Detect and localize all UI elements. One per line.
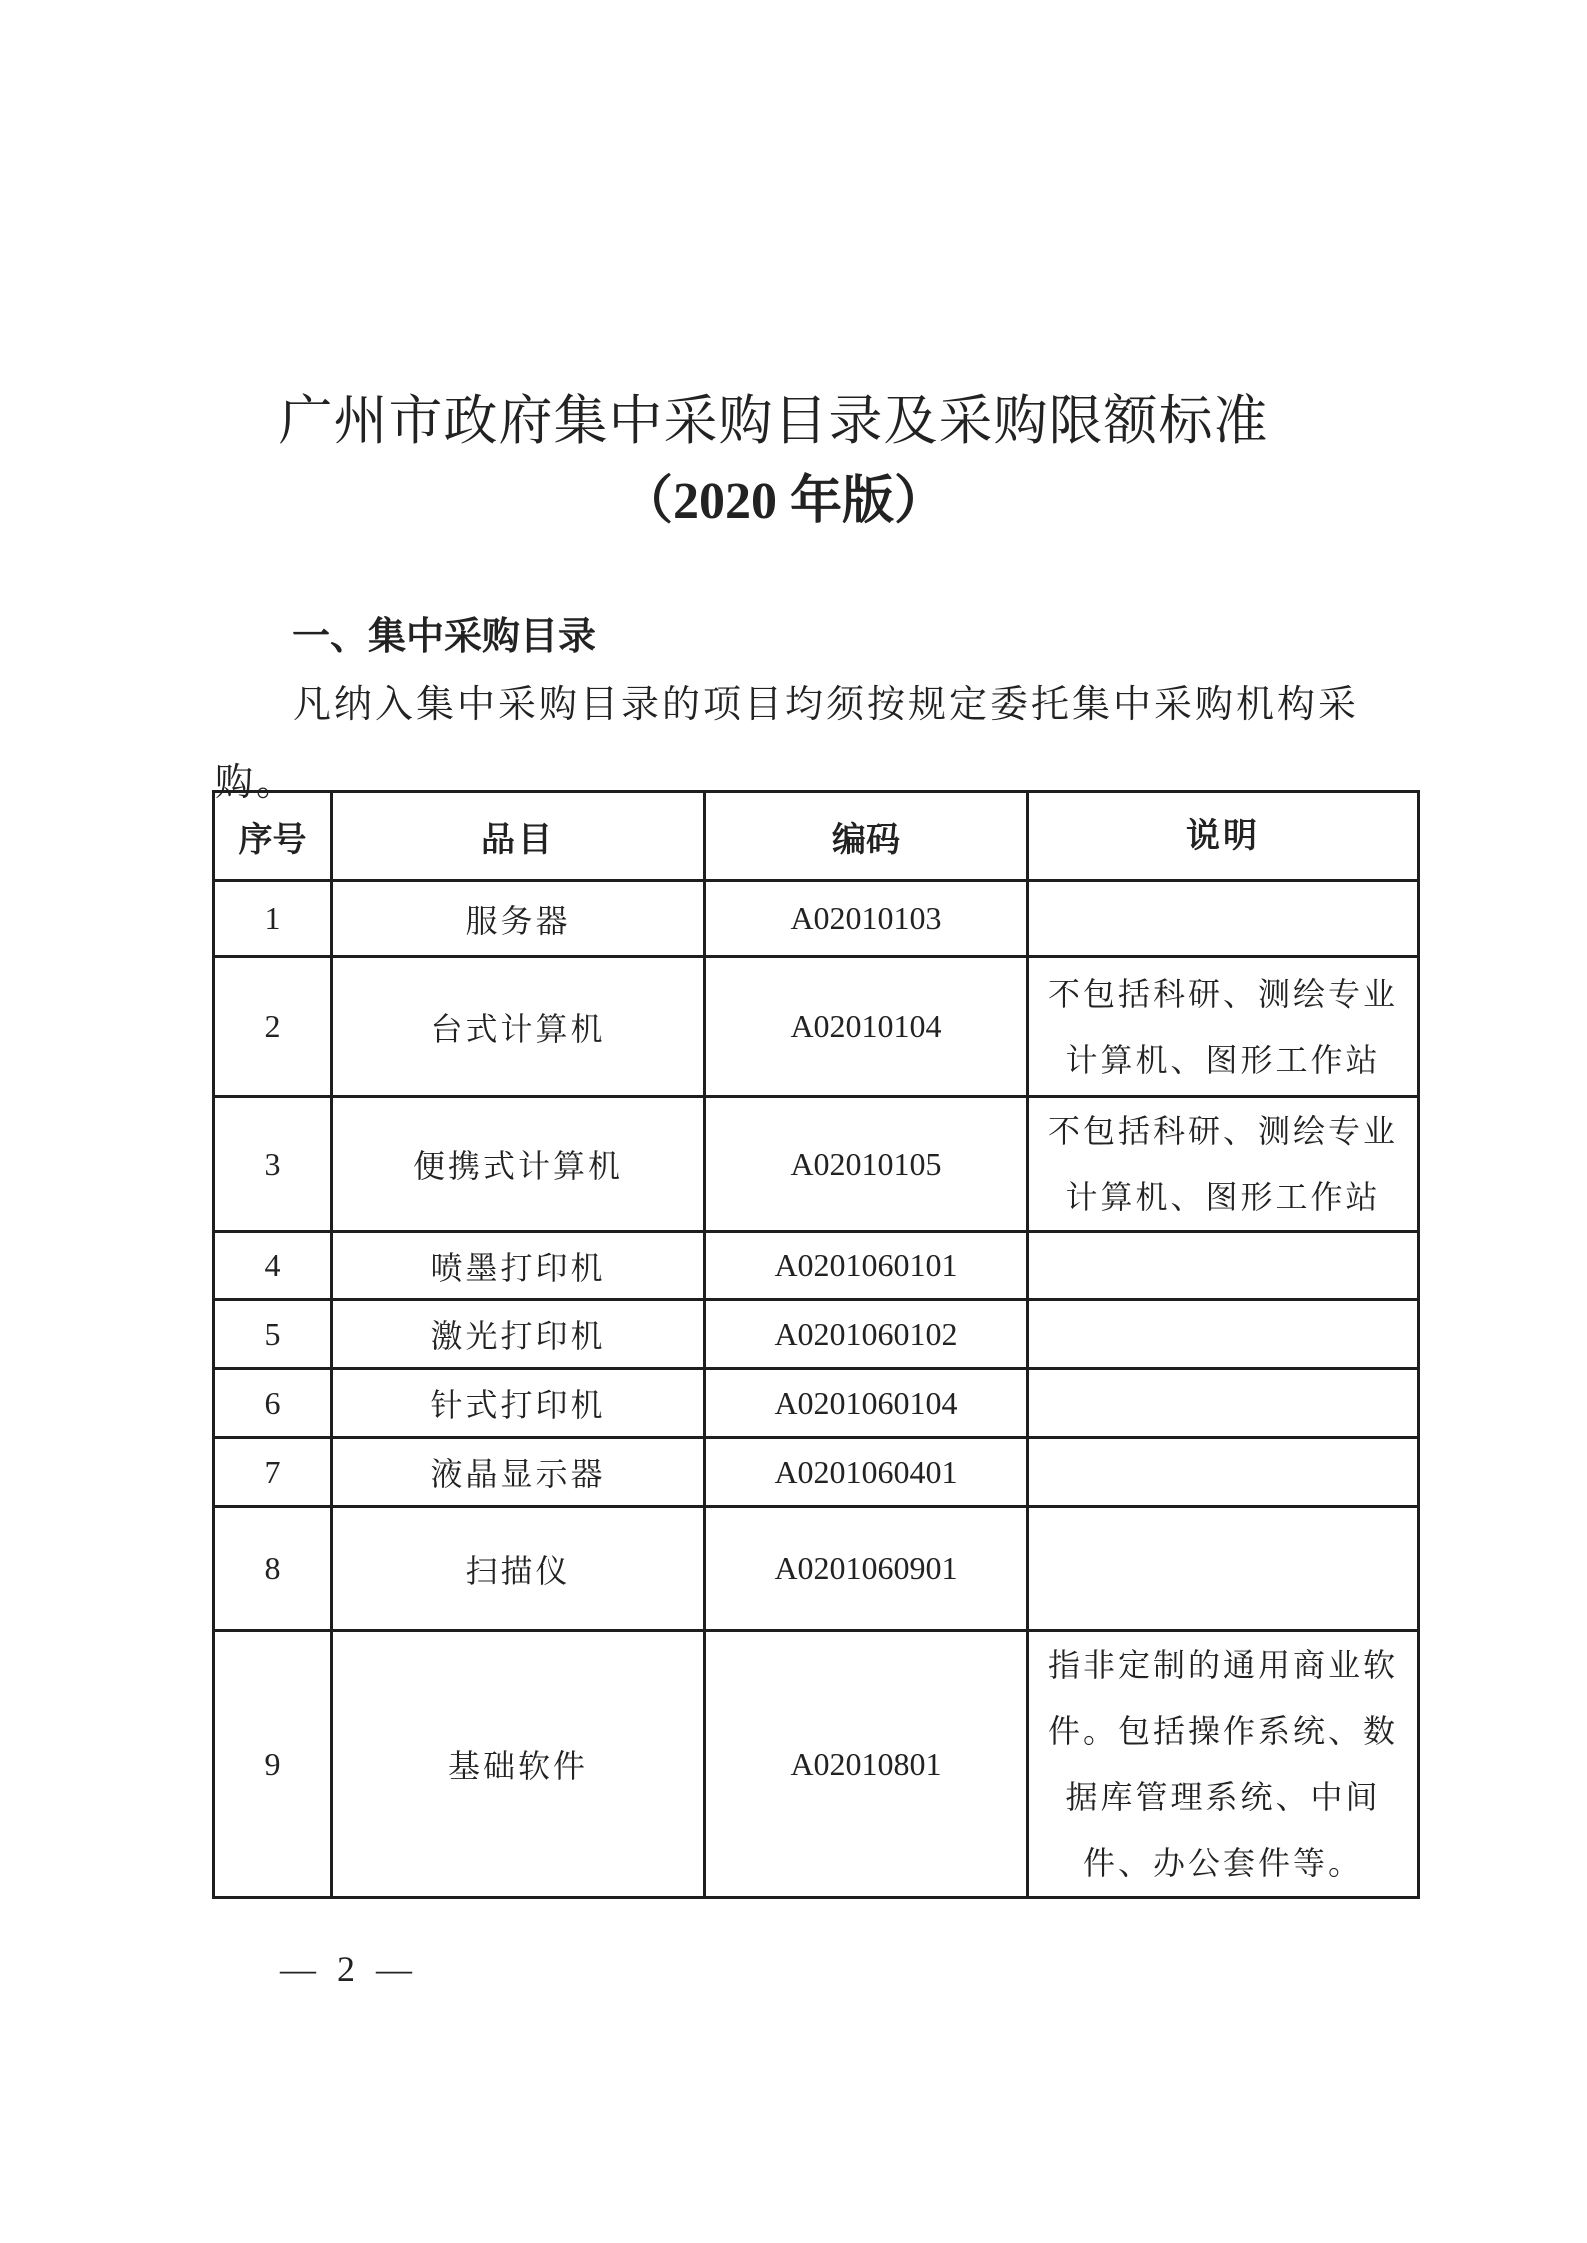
row-no: 8 <box>214 1507 332 1631</box>
row-code: A0201060104 <box>705 1369 1028 1438</box>
row-note <box>1028 1507 1419 1631</box>
table-row <box>214 1369 1419 1438</box>
row-code: A0201060901 <box>705 1507 1028 1631</box>
row-no: 5 <box>214 1300 332 1369</box>
row-code: A02010104 <box>705 957 1028 1097</box>
header-code: 编码 <box>705 792 1028 881</box>
page-number: — 2 — <box>280 1949 418 1989</box>
row-no: 4 <box>214 1232 332 1300</box>
table-row <box>214 1438 1419 1507</box>
table-header-row <box>214 792 1419 881</box>
row-code: A02010103 <box>705 881 1028 957</box>
row-note: 指非定制的通用商业软件。包括操作系统、数据库管理系统、中间件、办公套件等。 <box>1028 1631 1419 1898</box>
procurement-catalog-table <box>212 790 1420 1899</box>
row-item: 激光打印机 <box>332 1300 705 1369</box>
row-item: 液晶显示器 <box>332 1438 705 1507</box>
row-note <box>1028 1300 1419 1369</box>
row-code: A02010801 <box>705 1631 1028 1898</box>
row-code: A0201060102 <box>705 1300 1028 1369</box>
row-no: 9 <box>214 1631 332 1898</box>
row-no: 3 <box>214 1097 332 1232</box>
row-no: 2 <box>214 957 332 1097</box>
section-heading: 一、集中采购目录 <box>292 614 597 658</box>
table-row <box>214 1097 1419 1232</box>
header-note: 说明 <box>1028 792 1419 881</box>
table-row <box>214 1631 1419 1898</box>
row-note <box>1028 881 1419 957</box>
row-code: A0201060401 <box>705 1438 1028 1507</box>
document-title: 广州市政府集中采购目录及采购限额标准 <box>278 389 1269 452</box>
row-item: 便携式计算机 <box>332 1097 705 1232</box>
row-note: 不包括科研、测绘专业计算机、图形工作站 <box>1028 1097 1419 1232</box>
row-item: 服务器 <box>332 881 705 957</box>
row-no: 7 <box>214 1438 332 1507</box>
intro-paragraph: 凡纳入集中采购目录的项目均须按规定委托集中采购机构采购。 <box>215 682 1360 804</box>
row-item: 针式打印机 <box>332 1369 705 1438</box>
row-code: A0201060101 <box>705 1232 1028 1300</box>
header-item: 品目 <box>332 792 705 881</box>
table-row <box>214 1507 1419 1631</box>
row-note <box>1028 1232 1419 1300</box>
row-item: 基础软件 <box>332 1631 705 1898</box>
row-no: 1 <box>214 881 332 957</box>
row-note <box>1028 1438 1419 1507</box>
row-note: 不包括科研、测绘专业计算机、图形工作站 <box>1028 957 1419 1097</box>
row-item: 喷墨打印机 <box>332 1232 705 1300</box>
table-row <box>214 1300 1419 1369</box>
row-note <box>1028 1369 1419 1438</box>
row-code: A02010105 <box>705 1097 1028 1232</box>
table-row <box>214 1232 1419 1300</box>
row-item: 台式计算机 <box>332 957 705 1097</box>
row-no: 6 <box>214 1369 332 1438</box>
document-subtitle: （2020 年版） <box>620 473 946 530</box>
table-row <box>214 957 1419 1097</box>
row-item: 扫描仪 <box>332 1507 705 1631</box>
header-no: 序号 <box>214 792 332 881</box>
table-row <box>214 881 1419 957</box>
